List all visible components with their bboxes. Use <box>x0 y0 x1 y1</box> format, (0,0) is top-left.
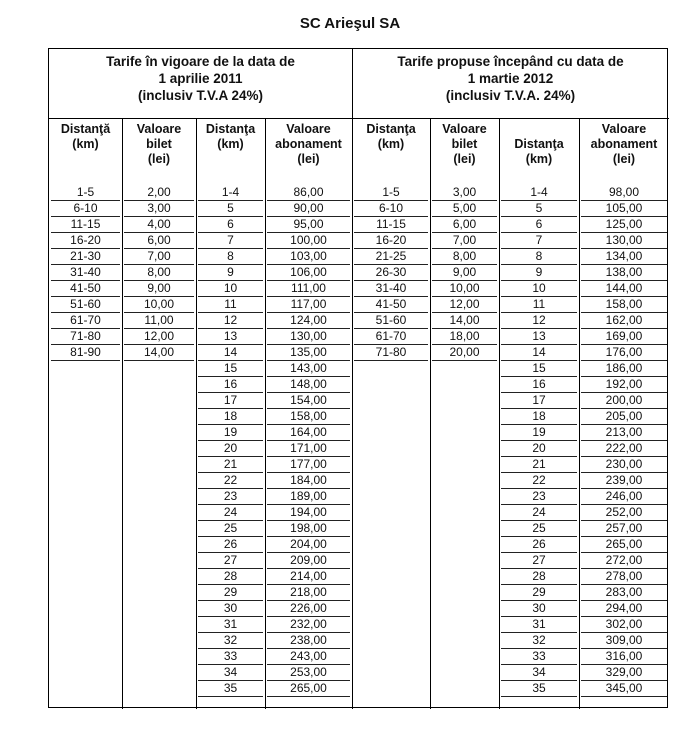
col-header-distance-line: Distanţa <box>205 122 256 136</box>
ticket-value-cell: 12,00 <box>449 297 480 311</box>
col-header-distance <box>352 122 430 152</box>
subscription-distance-cell: 30 <box>223 601 238 615</box>
tariff-table <box>48 48 668 708</box>
ticket-value-cell: 11,00 <box>144 313 174 327</box>
subscription-value-cell: 158,00 <box>290 409 327 423</box>
subscription-value-cell: 265,00 <box>290 681 327 695</box>
subscription-value-cell: 238,00 <box>290 633 327 647</box>
ticket-distance-cell: 21-30 <box>70 249 101 263</box>
row-underline <box>267 696 350 697</box>
ticket-value-cell: 6,00 <box>147 233 171 247</box>
subscription-distance-cell: 14 <box>223 345 238 359</box>
ticket-value-cell: 7,00 <box>147 249 171 263</box>
col-header-distance-line: Distanţă <box>60 122 111 136</box>
subscription-distance-cell: 29 <box>223 585 238 599</box>
subscription-distance-cell: 12 <box>532 313 546 327</box>
subscription-value-cell: 117,00 <box>290 297 327 311</box>
col-header-distance-line: (km) <box>377 137 405 151</box>
ticket-value-cell: 10,00 <box>143 297 175 311</box>
subscription-distance-cell: 10 <box>532 281 546 295</box>
subscription-value-cell: 158,00 <box>605 297 643 311</box>
subscription-value-cell: 162,00 <box>605 313 643 327</box>
ticket-distance-cell: 21-25 <box>375 249 407 263</box>
col-header-subscription-value-line: Valoare <box>601 122 647 136</box>
col-header-subscription-value-line: (lei) <box>297 152 320 166</box>
subscription-value-cell: 177,00 <box>290 457 327 471</box>
subscription-value-cell: 243,00 <box>290 649 327 663</box>
col-header-subscription-value <box>579 122 669 167</box>
subscription-value-cell: 302,00 <box>605 617 643 631</box>
subscription-distance-cell: 22 <box>532 473 546 487</box>
subscription-value-cell: 204,00 <box>290 537 327 551</box>
ticket-value-cell: 4,00 <box>147 217 171 231</box>
col-header-subscription-value-line: (lei) <box>612 152 636 166</box>
col-header-subscription-value <box>265 122 352 167</box>
subscription-distance-cell: 34 <box>532 665 546 679</box>
ticket-distance-cell: 41-50 <box>70 281 101 295</box>
subscription-distance-cell: 16 <box>532 377 546 391</box>
col-header-distance <box>499 137 579 167</box>
subscription-value-cell: 252,00 <box>605 505 643 519</box>
subscription-value-cell: 148,00 <box>290 377 327 391</box>
subscription-distance-cell: 5 <box>535 201 543 215</box>
ticket-value-cell: 10,00 <box>449 281 480 295</box>
ticket-value-cell: 9,00 <box>147 281 171 295</box>
subscription-distance-cell: 27 <box>532 553 546 567</box>
subscription-value-cell: 124,00 <box>290 313 327 327</box>
subscription-value-cell: 283,00 <box>605 585 643 599</box>
subscription-distance-cell: 5 <box>227 201 234 215</box>
subscription-distance-cell: 1-4 <box>221 185 240 199</box>
subscription-distance-cell: 20 <box>532 441 546 455</box>
ticket-distance-cell: 71-80 <box>70 329 101 343</box>
ticket-value-cell: 14,00 <box>449 313 480 327</box>
subscription-distance-cell: 19 <box>223 425 238 439</box>
ticket-distance-cell: 31-40 <box>70 265 101 279</box>
ticket-distance-cell: 6-10 <box>73 201 98 215</box>
subscription-distance-cell: 12 <box>223 313 238 327</box>
subscription-value-cell: 125,00 <box>605 217 643 231</box>
col-header-ticket-value-line: (lei) <box>453 152 476 166</box>
subscription-value-cell: 130,00 <box>290 329 327 343</box>
subscription-distance-cell: 25 <box>223 521 238 535</box>
subscription-distance-cell: 13 <box>223 329 238 343</box>
ticket-distance-cell: 1-5 <box>76 185 95 199</box>
subscription-value-cell: 164,00 <box>290 425 327 439</box>
subscription-value-cell: 100,00 <box>290 233 327 247</box>
ticket-distance-cell: 51-60 <box>375 313 407 327</box>
row-underline <box>354 360 428 361</box>
subscription-value-cell: 205,00 <box>605 409 643 423</box>
subscription-value-cell: 103,00 <box>290 249 327 263</box>
subscription-distance-cell: 31 <box>223 617 238 631</box>
col-header-ticket-value-line: (lei) <box>147 152 171 166</box>
subscription-distance-cell: 15 <box>223 361 238 375</box>
col-header-ticket-value <box>122 122 196 167</box>
subscription-value-cell: 226,00 <box>290 601 327 615</box>
subscription-distance-cell: 35 <box>532 681 546 695</box>
ticket-value-cell: 9,00 <box>452 265 477 279</box>
ticket-value-cell: 7,00 <box>452 233 477 247</box>
ticket-distance-cell: 41-50 <box>375 297 407 311</box>
subscription-value-cell: 246,00 <box>605 489 643 503</box>
subscription-value-cell: 209,00 <box>290 553 327 567</box>
subscription-value-cell: 186,00 <box>605 361 643 375</box>
subscription-distance-cell: 30 <box>532 601 546 615</box>
subscription-distance-cell: 20 <box>223 441 238 455</box>
subscription-distance-cell: 26 <box>532 537 546 551</box>
subscription-value-cell: 265,00 <box>605 537 643 551</box>
row-underline <box>124 360 194 361</box>
subscription-value-cell: 294,00 <box>605 601 643 615</box>
subscription-value-cell: 154,00 <box>290 393 327 407</box>
ticket-value-cell: 8,00 <box>147 265 171 279</box>
subscription-value-cell: 257,00 <box>605 521 643 535</box>
subscription-value-cell: 194,00 <box>290 505 327 519</box>
ticket-value-cell: 20,00 <box>449 345 480 359</box>
current-tariffs-header-line: 1 aprilie 2011 <box>158 71 243 86</box>
ticket-distance-cell: 51-60 <box>70 297 101 311</box>
col-header-subscription-value-line: abonament <box>590 137 658 151</box>
ticket-distance-cell: 11-15 <box>376 217 406 231</box>
header-divider <box>49 118 669 119</box>
ticket-value-cell: 3,00 <box>452 185 477 199</box>
col-header-ticket-value-line: bilet <box>146 137 172 151</box>
subscription-value-cell: 184,00 <box>290 473 327 487</box>
subscription-distance-cell: 33 <box>223 649 238 663</box>
subscription-value-cell: 144,00 <box>605 281 643 295</box>
proposed-tariffs-header-line: (inclusiv T.V.A. 24%) <box>445 88 576 103</box>
subscription-distance-cell: 17 <box>223 393 238 407</box>
subscription-value-cell: 214,00 <box>290 569 327 583</box>
subscription-distance-cell: 25 <box>532 521 546 535</box>
subscription-distance-cell: 15 <box>532 361 546 375</box>
subscription-distance-cell: 16 <box>223 377 238 391</box>
subscription-distance-cell: 7 <box>535 233 543 247</box>
subscription-value-cell: 111,00 <box>291 281 326 295</box>
subscription-value-cell: 192,00 <box>605 377 643 391</box>
subscription-distance-cell: 24 <box>532 505 546 519</box>
subscription-value-cell: 200,00 <box>605 393 643 407</box>
subscription-distance-cell: 24 <box>223 505 238 519</box>
subscription-distance-cell: 10 <box>223 281 238 295</box>
subscription-value-cell: 272,00 <box>605 553 643 567</box>
col-header-subscription-value-line: abonament <box>275 137 342 151</box>
subscription-value-cell: 90,00 <box>293 201 324 215</box>
row-underline <box>432 360 497 361</box>
proposed-tariffs-header-line: Tarife propuse începând cu data de <box>397 54 624 69</box>
subscription-distance-cell: 17 <box>532 393 546 407</box>
subscription-distance-cell: 23 <box>223 489 238 503</box>
subscription-distance-cell: 21 <box>223 457 238 471</box>
subscription-value-cell: 134,00 <box>605 249 643 263</box>
subscription-distance-cell: 19 <box>532 425 546 439</box>
subscription-distance-cell: 28 <box>223 569 238 583</box>
subscription-distance-cell: 32 <box>532 633 546 647</box>
subscription-distance-cell: 26 <box>223 537 238 551</box>
ticket-distance-cell: 31-40 <box>375 281 407 295</box>
subscription-distance-cell: 21 <box>532 457 546 471</box>
subscription-value-cell: 345,00 <box>605 681 643 695</box>
subscription-value-cell: 253,00 <box>290 665 327 679</box>
subscription-distance-cell: 28 <box>532 569 546 583</box>
ticket-value-cell: 6,00 <box>452 217 477 231</box>
col-header-ticket-value <box>430 122 499 167</box>
subscription-distance-cell: 8 <box>535 249 543 263</box>
col-header-distance-line: (km) <box>72 137 99 151</box>
ticket-value-cell: 8,00 <box>452 249 477 263</box>
subscription-distance-cell: 13 <box>532 329 546 343</box>
subscription-distance-cell: 6 <box>535 217 543 231</box>
subscription-value-cell: 171,00 <box>290 441 327 455</box>
col-header-distance-line: (km) <box>217 137 244 151</box>
subscription-value-cell: 189,00 <box>290 489 327 503</box>
col-header-distance <box>49 122 122 152</box>
ticket-value-cell: 5,00 <box>452 201 477 215</box>
col-header-distance-line: Distanţa <box>514 137 564 151</box>
subscription-distance-cell: 34 <box>223 665 238 679</box>
subscription-distance-cell: 29 <box>532 585 546 599</box>
subscription-distance-cell: 27 <box>223 553 238 567</box>
ticket-distance-cell: 61-70 <box>70 313 101 327</box>
ticket-distance-cell: 6-10 <box>378 201 404 215</box>
subscription-value-cell: 130,00 <box>605 233 643 247</box>
row-underline <box>501 696 577 697</box>
subscription-value-cell: 143,00 <box>290 361 327 375</box>
ticket-value-cell: 3,00 <box>147 201 171 215</box>
ticket-distance-cell: 11-15 <box>70 217 101 231</box>
subscription-distance-cell: 9 <box>227 265 234 279</box>
subscription-distance-cell: 35 <box>223 681 238 695</box>
subscription-value-cell: 213,00 <box>605 425 643 439</box>
current-tariffs-header-line: Tarife în vigoare de la data de <box>106 54 295 69</box>
subscription-distance-cell: 14 <box>532 345 546 359</box>
col-header-subscription-value-line: Valoare <box>286 122 331 136</box>
subscription-value-cell: 86,00 <box>293 185 324 199</box>
subscription-distance-cell: 9 <box>535 265 543 279</box>
subscription-value-cell: 316,00 <box>605 649 643 663</box>
subscription-distance-cell: 11 <box>224 297 237 311</box>
ticket-distance-cell: 1-5 <box>382 185 400 199</box>
ticket-distance-cell: 16-20 <box>375 233 407 247</box>
ticket-distance-cell: 16-20 <box>70 233 101 247</box>
ticket-distance-cell: 81-90 <box>70 345 101 359</box>
subscription-distance-cell: 8 <box>227 249 234 263</box>
ticket-value-cell: 12,00 <box>143 329 175 343</box>
col-header-distance <box>196 122 265 152</box>
subscription-value-cell: 98,00 <box>608 185 640 199</box>
col-header-ticket-value-line: bilet <box>451 137 478 151</box>
ticket-distance-cell: 71-80 <box>375 345 407 359</box>
subscription-value-cell: 95,00 <box>293 217 324 231</box>
subscription-distance-cell: 1-4 <box>530 185 548 199</box>
subscription-distance-cell: 7 <box>227 233 234 247</box>
col-header-ticket-value-line: Valoare <box>442 122 487 136</box>
subscription-value-cell: 198,00 <box>290 521 327 535</box>
subscription-distance-cell: 31 <box>532 617 546 631</box>
proposed-tariffs-header-line: 1 martie 2012 <box>467 71 554 86</box>
subscription-value-cell: 106,00 <box>290 265 327 279</box>
subscription-distance-cell: 22 <box>223 473 238 487</box>
subscription-value-cell: 222,00 <box>605 441 643 455</box>
subscription-value-cell: 138,00 <box>605 265 643 279</box>
row-underline <box>198 696 263 697</box>
subscription-value-cell: 176,00 <box>605 345 643 359</box>
ticket-distance-cell: 26-30 <box>375 265 407 279</box>
subscription-value-cell: 230,00 <box>605 457 643 471</box>
subscription-value-cell: 278,00 <box>605 569 643 583</box>
row-underline <box>581 696 667 697</box>
subscription-value-cell: 309,00 <box>605 633 643 647</box>
subscription-value-cell: 232,00 <box>290 617 327 631</box>
col-header-ticket-value-line: Valoare <box>136 122 182 136</box>
subscription-distance-cell: 32 <box>223 633 238 647</box>
subscription-distance-cell: 23 <box>532 489 546 503</box>
subscription-value-cell: 105,00 <box>605 201 643 215</box>
current-tariffs-header-line: (inclusiv T.V.A 24%) <box>137 88 264 103</box>
current-tariffs-header <box>49 53 352 104</box>
subscription-distance-cell: 18 <box>532 409 546 423</box>
subscription-value-cell: 239,00 <box>605 473 643 487</box>
subscription-distance-cell: 18 <box>223 409 238 423</box>
col-header-distance-line: Distanţa <box>366 122 416 136</box>
subscription-distance-cell: 33 <box>532 649 546 663</box>
row-underline <box>51 360 120 361</box>
ticket-value-cell: 2,00 <box>147 185 171 199</box>
subscription-value-cell: 218,00 <box>290 585 327 599</box>
subscription-value-cell: 169,00 <box>605 329 643 343</box>
proposed-tariffs-header <box>352 53 669 104</box>
subscription-value-cell: 329,00 <box>605 665 643 679</box>
ticket-distance-cell: 61-70 <box>375 329 407 343</box>
document-title: SC Arieşul SA <box>299 15 401 32</box>
subscription-value-cell: 135,00 <box>290 345 327 359</box>
subscription-distance-cell: 6 <box>227 217 234 231</box>
ticket-value-cell: 14,00 <box>143 345 175 359</box>
subscription-distance-cell: 11 <box>532 297 546 311</box>
col-header-distance-line: (km) <box>525 152 553 166</box>
ticket-value-cell: 18,00 <box>449 329 480 343</box>
